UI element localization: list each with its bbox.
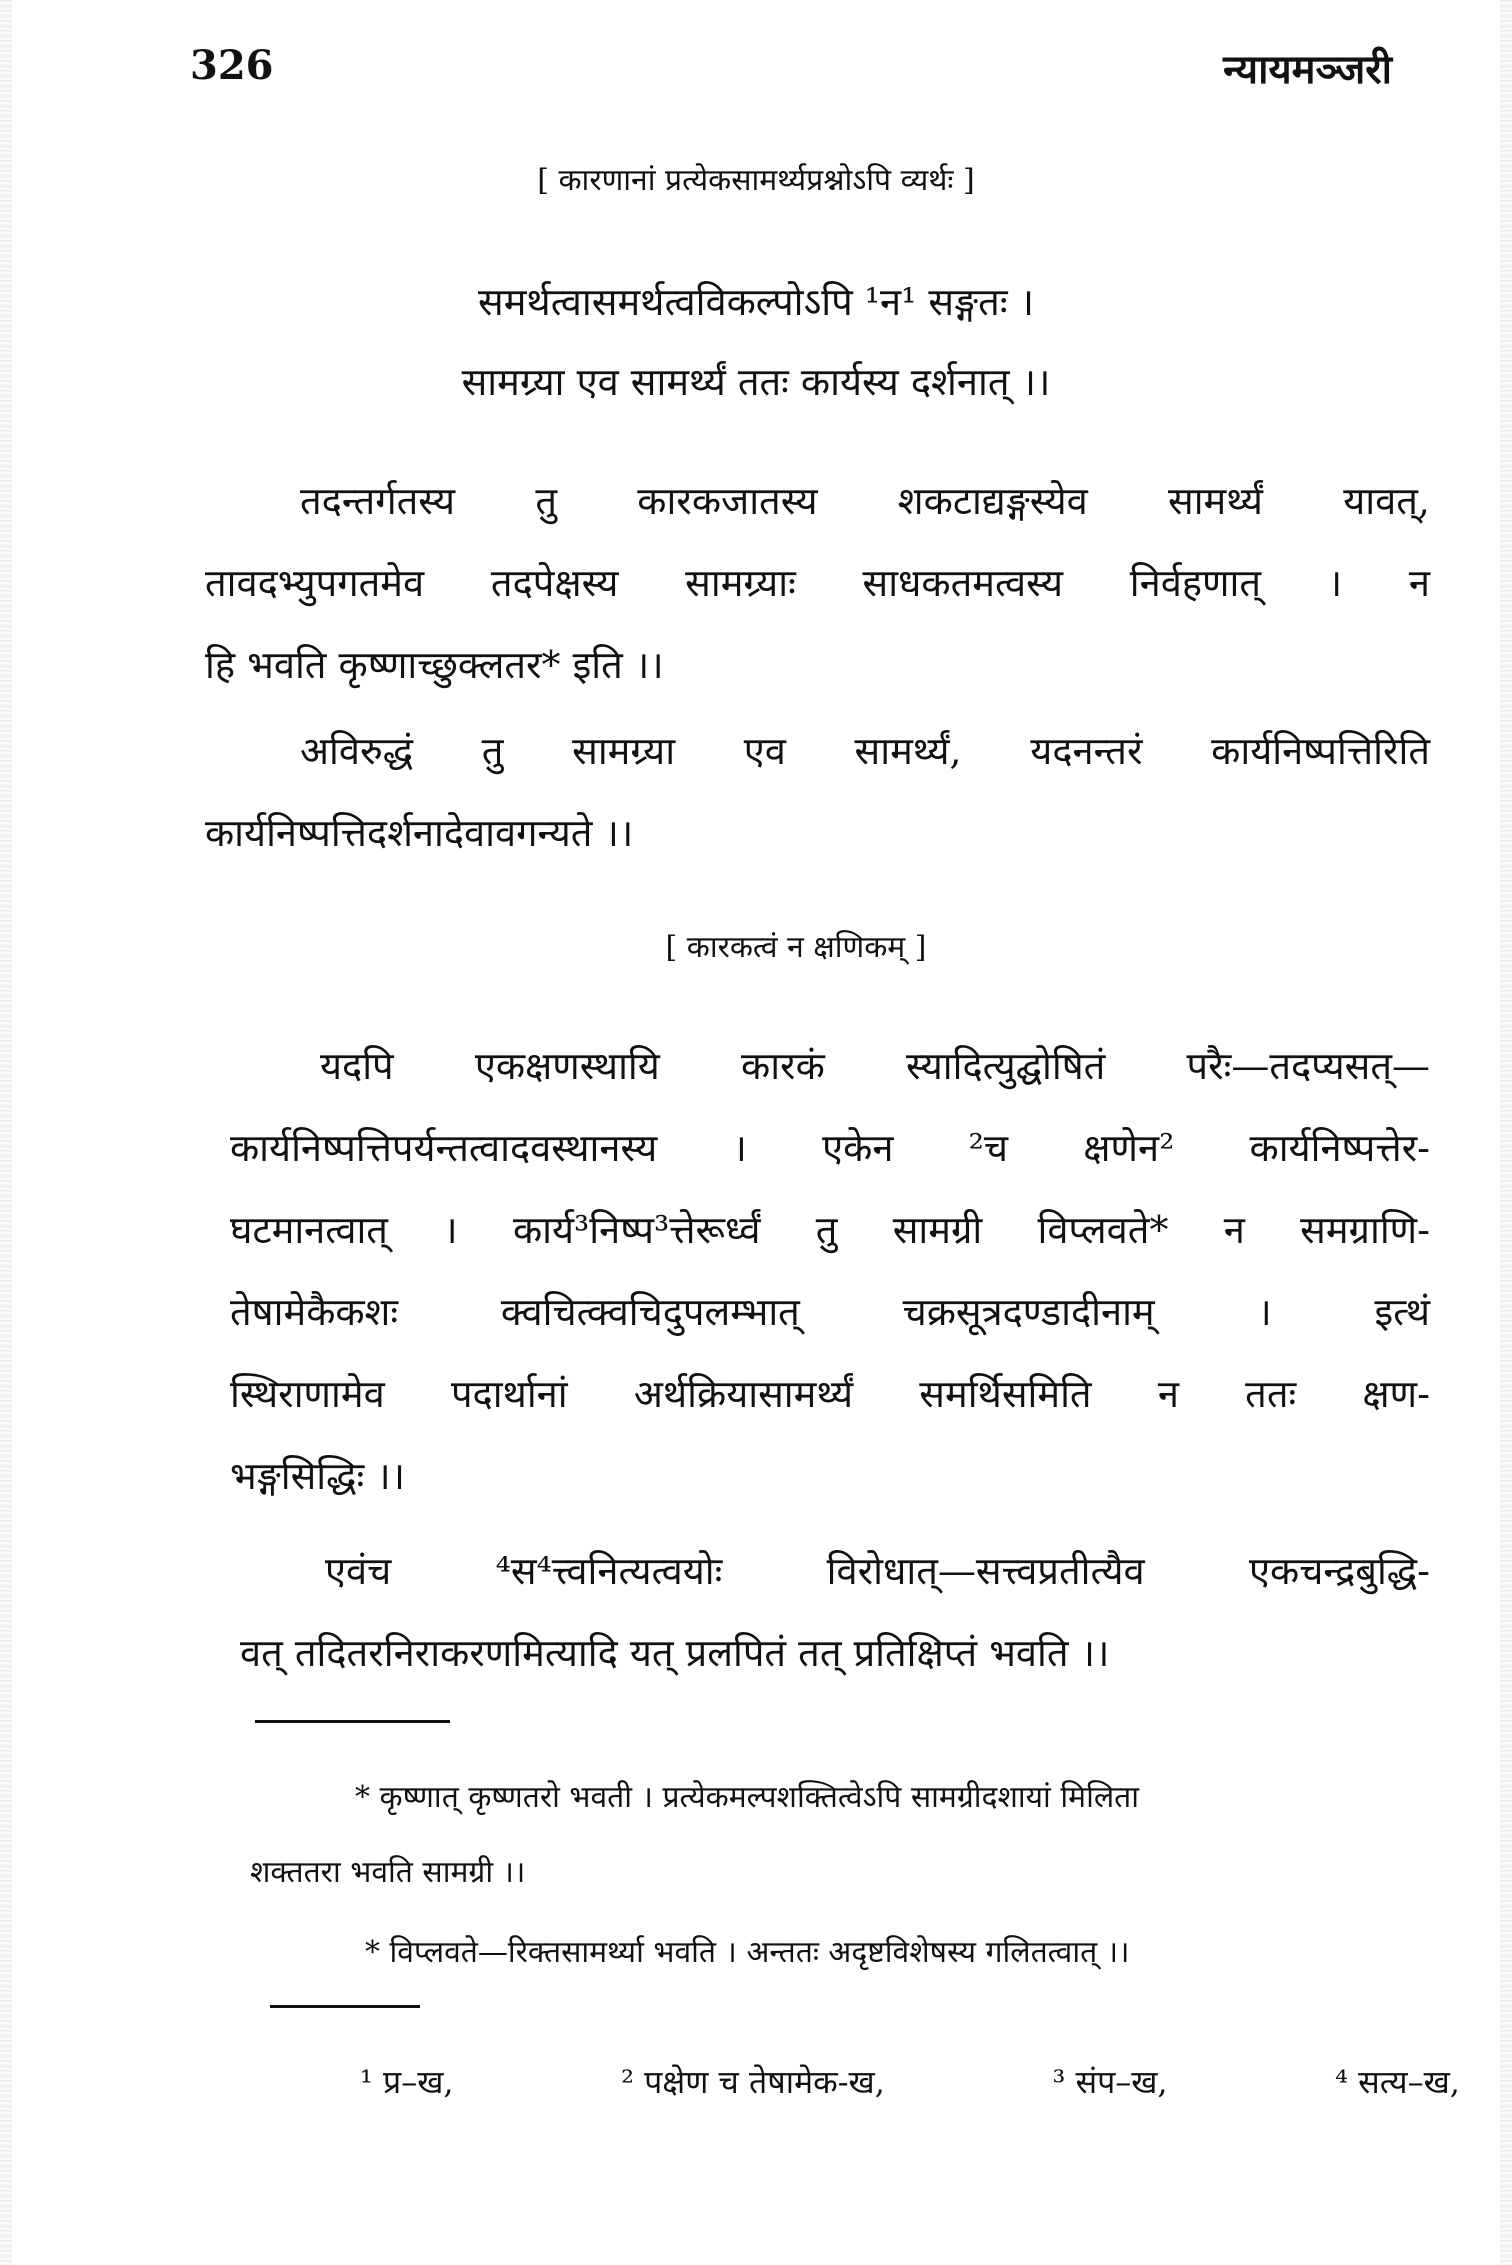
footnote-1-line-1: * कृष्णात् कृष्णतरो भवती । प्रत्येकमल्पशक्तित्वेऽपि सामग्रीदशायां मिलिता xyxy=(355,1780,1140,1815)
paragraph-line: यदपि एकक्षणस्थायि कारकं स्यादित्युद्घोषितं परैः—तदप्यसत्— xyxy=(320,1044,1430,1088)
paragraph-line: अविरुद्धं तु सामग्र्या एव सामर्थ्यं, यदनन्तरं कार्यनिष्पत्तिरिति xyxy=(300,729,1430,773)
footnote-1-line-2: शक्ततरा भवति सामग्री ।। xyxy=(250,1855,526,1890)
variants-separator xyxy=(270,2005,420,2008)
paragraph-line: वत् तदितरनिराकरणमित्यादि यत् प्रलपितं तत् प्रतिक्षिप्तं भवति ।। xyxy=(240,1631,1110,1675)
paragraph-line: घटमानत्वात् । कार्य³निष्प³त्तेरूर्ध्वं तु सामग्री विप्लवते* न समग्राणि- xyxy=(230,1208,1430,1252)
verse-line-1: समर्थत्वासमर्थत्वविकल्पोऽपि ¹न¹ सङ्गतः । xyxy=(478,280,1034,324)
scan-edge-left xyxy=(0,0,12,2265)
section-heading-2: [ कारकत्वं न क्षणिकम् ] xyxy=(665,930,927,965)
variant-readings xyxy=(360,2060,1460,2103)
variant-reading: ³ संप–ख, xyxy=(1052,2063,1168,2101)
paragraph-line: कार्यनिष्पत्तिपर्यन्तत्वादवस्थानस्य । एकेन ²च क्षणेन² कार्यनिष्पत्तेर- xyxy=(230,1126,1430,1170)
section-heading-1: [ कारणानां प्रत्येकसामर्थ्यप्रश्नोऽपि व्यर्थः ] xyxy=(537,163,975,198)
paragraph-line: भङ्गसिद्धिः ।। xyxy=(230,1454,406,1498)
paragraph-line: तावदभ्युपगतमेव तदपेक्षस्य सामग्र्याः साधकतमत्वस्य निर्वहणात् । न xyxy=(205,561,1430,605)
paragraph-line: एवंच ⁴स⁴त्त्वनित्यत्वयोः विरोधात्—सत्त्वप्रतीत्यैव एकचन्द्रबुद्धि- xyxy=(325,1549,1430,1593)
paragraph-4 xyxy=(240,1530,1430,1694)
variant-reading: ² पक्षेण च तेषामेक-ख, xyxy=(621,2063,885,2101)
footnote-separator xyxy=(255,1720,450,1723)
running-title: न्यायमञ्जरी xyxy=(1223,46,1392,93)
scan-edge-right xyxy=(1500,0,1512,2265)
variant-reading: ⁴ सत्य–ख, xyxy=(1335,2063,1460,2101)
paragraph-line: कार्यनिष्पत्तिदर्शनादेवावगन्यते ।। xyxy=(205,811,634,855)
paragraph-line: स्थिराणामेव पदार्थानां अर्थक्रियासामर्थ्यं समर्थिसमिति न ततः क्षण- xyxy=(230,1372,1430,1416)
paragraph-2 xyxy=(205,710,1430,874)
page-number: 326 xyxy=(190,42,274,89)
paragraph-line: तदन्तर्गतस्य तु कारकजातस्य शकटाद्यङ्गस्येव सामर्थ्यं यावत्, xyxy=(300,479,1430,523)
paragraph-1 xyxy=(205,460,1430,706)
variant-reading: ¹ प्र–ख, xyxy=(360,2063,454,2101)
footnote-2: * विप्लवते—रिक्तसामर्थ्या भवति । अन्ततः अदृष्टविशेषस्य गलितत्वात् ।। xyxy=(365,1935,1130,1970)
verse-line-2: सामग्र्या एव सामर्थ्यं ततः कार्यस्य दर्शनात् ।। xyxy=(461,360,1051,404)
paragraph-3 xyxy=(230,1025,1430,1517)
paragraph-line: तेषामेकैकशः क्वचित्क्वचिदुपलम्भात् चक्रसूत्रदण्डादीनाम् । इत्थं xyxy=(230,1290,1430,1334)
paragraph-line: हि भवति कृष्णाच्छुक्लतर* इति ।। xyxy=(205,643,664,687)
